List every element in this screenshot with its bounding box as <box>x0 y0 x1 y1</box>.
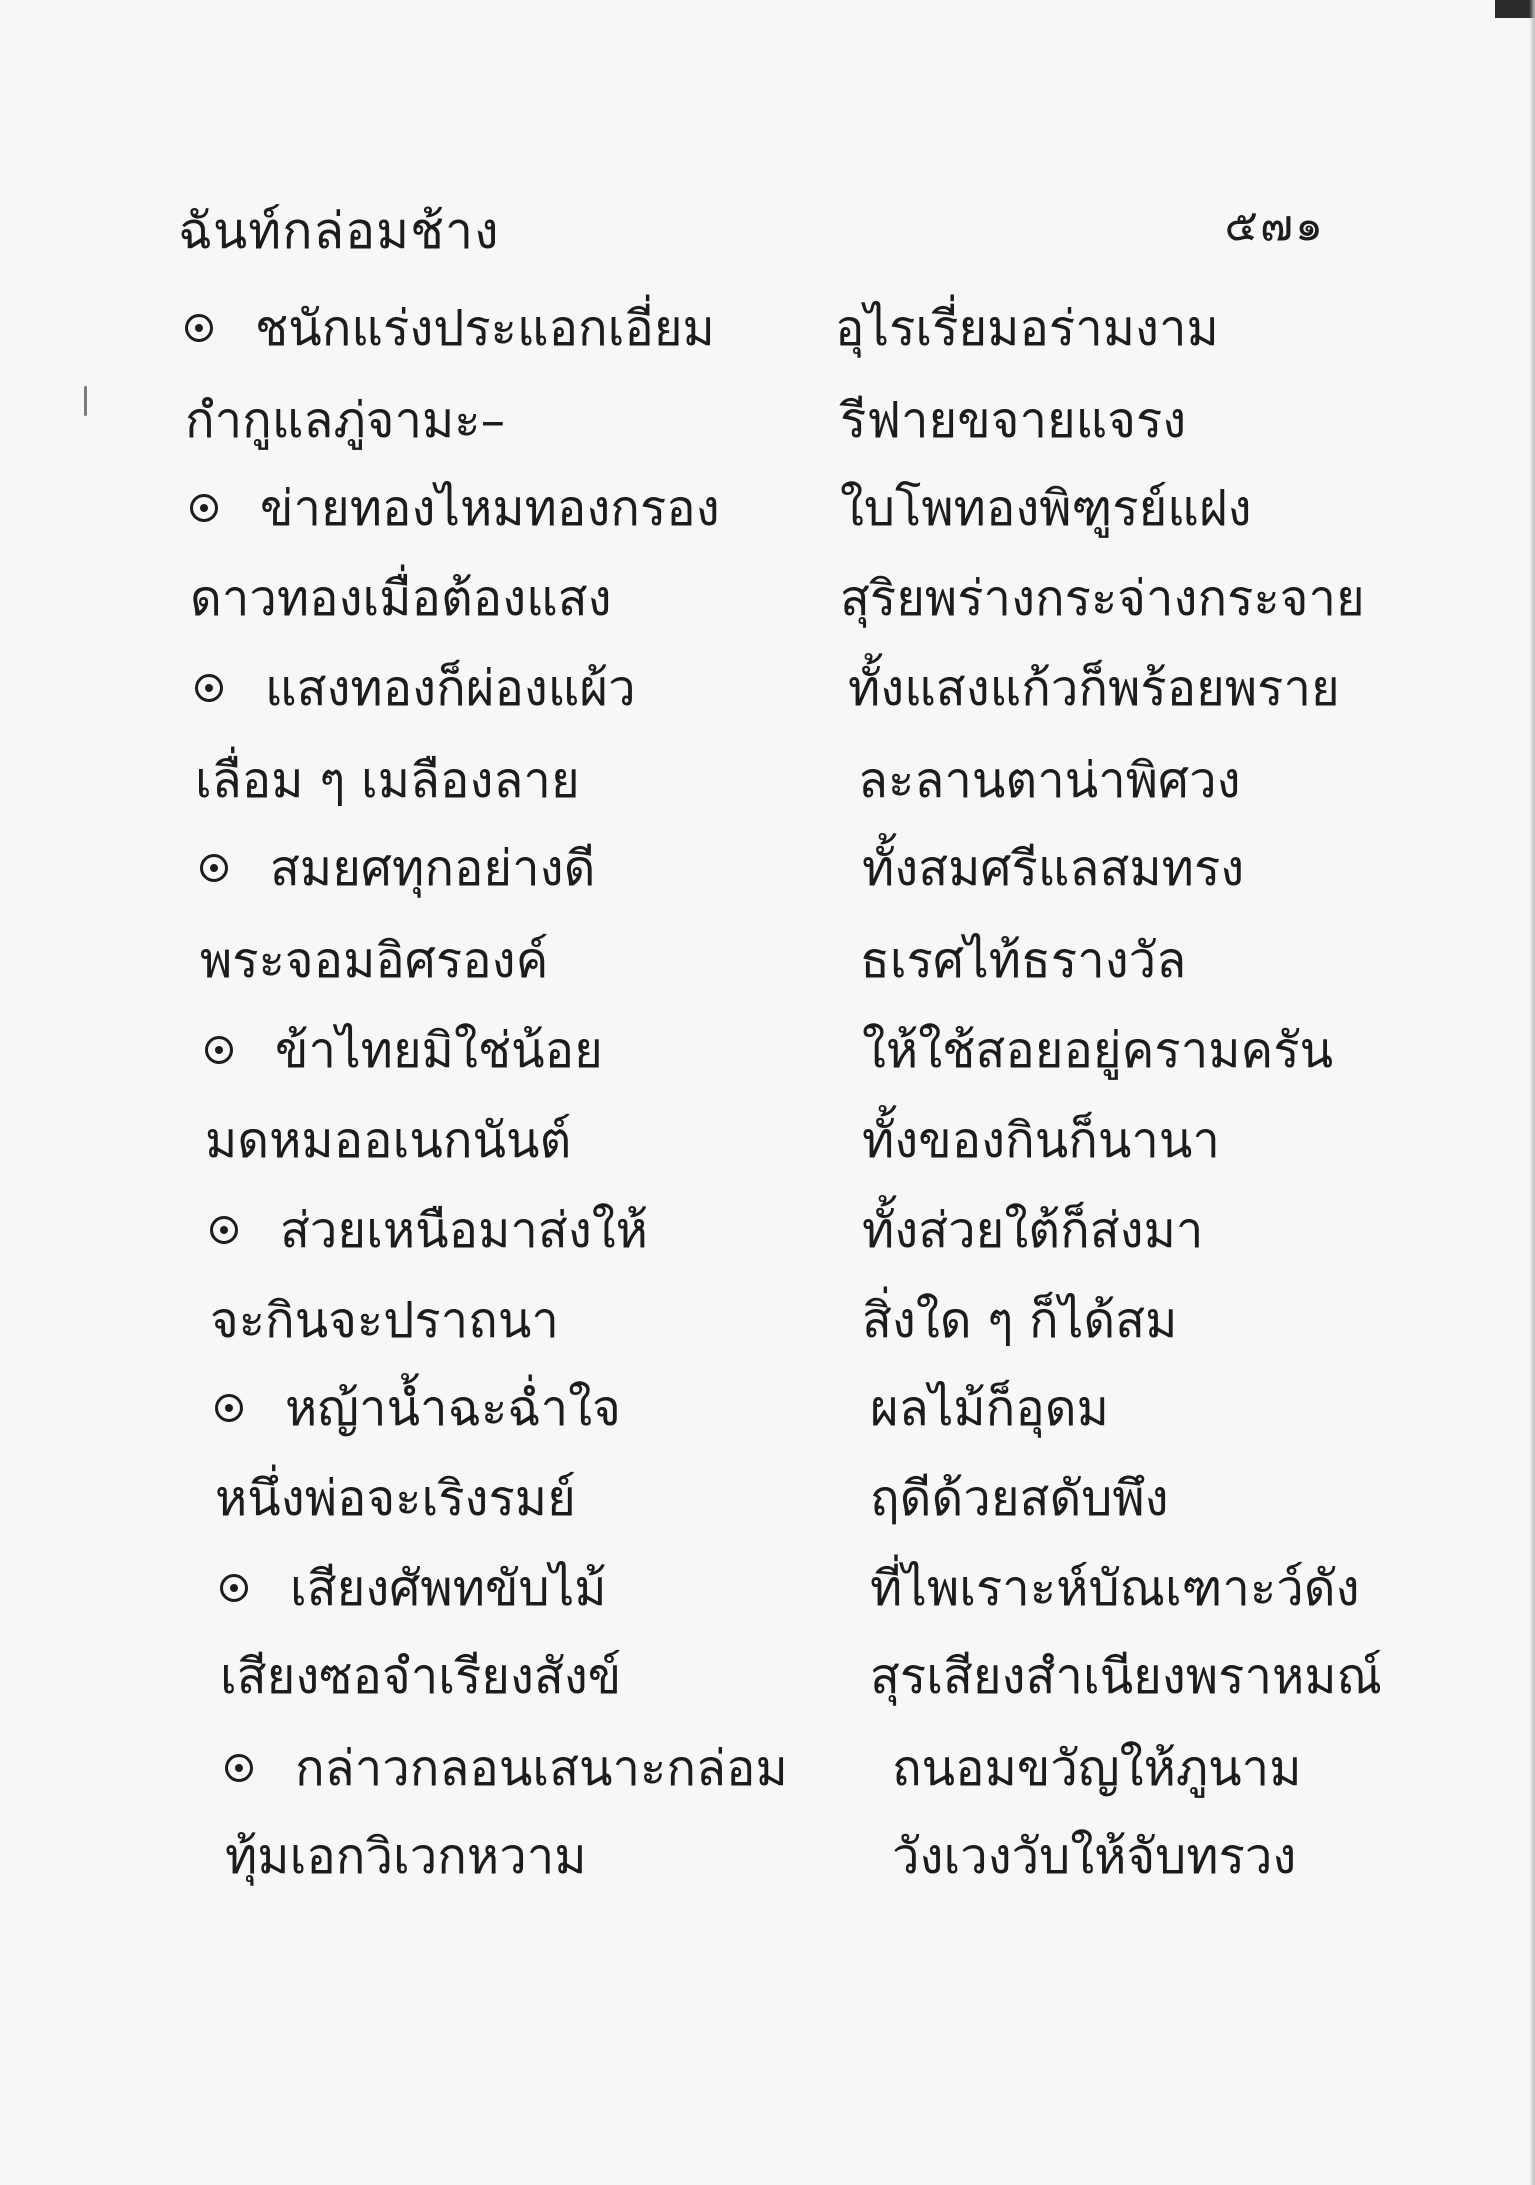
stanza-mark-icon <box>195 674 223 702</box>
verse-right-text: ให้ใช้สอยอยู่ครามครัน <box>862 1022 1334 1079</box>
running-title: ฉันท์กล่อมช้าง <box>178 202 500 260</box>
verse-left-text: ดาวทองเมื่อต้องแสง <box>190 570 612 627</box>
verse-line-first-hemistich <box>185 300 715 359</box>
stanza-mark-icon <box>210 1216 238 1244</box>
verse-line-continuation <box>220 1648 621 1707</box>
verse-line-continuation <box>215 1470 576 1529</box>
verse-line-continuation <box>190 570 612 629</box>
verse-right-text: สุรเสียงสำเนียงพราหมณ์ <box>870 1648 1383 1705</box>
stanza-mark-icon <box>205 1036 233 1064</box>
verse-right-text: ใบโพทองพิฑูรย์แฝง <box>840 480 1252 537</box>
verse-right-text: ทั้งสมศรีแลสมทรง <box>862 840 1245 897</box>
verse-line-first-hemistich <box>215 1380 621 1439</box>
verse-left-text: มดหมออเนกนันต์ <box>205 1112 572 1169</box>
verse-right-text: ละลานตาน่าพิศวง <box>858 752 1241 809</box>
stanza-mark-icon <box>220 1574 248 1602</box>
verse-line-continuation <box>225 1828 587 1887</box>
verse-right-text: ฤดีด้วยสดับพึง <box>870 1470 1169 1527</box>
verse-right-text: รีฟายขจายแจรง <box>840 392 1187 449</box>
verse-left-text: เสียงศัพทขับไม้ <box>290 1560 607 1617</box>
verse-line-first-hemistich <box>195 660 636 719</box>
page-number: ๕๗๑ <box>1224 200 1325 251</box>
verse-left-text: เสียงซอจำเรียงสังข์ <box>220 1648 622 1705</box>
verse-left-text: กล่าวกลอนเสนาะกล่อม <box>295 1740 788 1797</box>
verse-left-text: สมยศทุกอย่างดี <box>270 840 596 897</box>
verse-right-text: ธเรศไท้ธรางวัล <box>860 932 1187 989</box>
verse-line-first-hemistich <box>205 1022 603 1081</box>
verse-left-text: ชนักแร่งประแอกเอี่ยม <box>255 300 715 357</box>
verse-left-text: พระจอมอิศรองค์ <box>200 932 549 989</box>
page-edge-shadow <box>1529 0 1535 2185</box>
verse-left-text: ข่ายทองไหมทองกรอง <box>260 480 720 537</box>
verse-right-text: ทั้งของกินก็นานา <box>862 1112 1220 1169</box>
verse-right-text: ถนอมขวัญให้ภูนาม <box>892 1740 1302 1797</box>
verse-line-first-hemistich <box>210 1202 648 1261</box>
verse-left-text: หนึ่งพ่อจะเริงรมย์ <box>215 1470 576 1527</box>
verse-left-text: กำกูแลภู่จามะ– <box>185 392 506 449</box>
verse-left-text: แสงทองก็ผ่องแผ้ว <box>265 660 636 717</box>
verse-right-text: ผลไม้ก็อุดม <box>870 1380 1109 1437</box>
verse-line-continuation <box>185 392 505 451</box>
stanza-mark-icon <box>215 1394 243 1422</box>
verse-right-text: อุไรเรี่ยมอร่ามงาม <box>835 300 1219 357</box>
verse-line-continuation <box>195 752 580 811</box>
verse-line-first-hemistich <box>200 840 595 899</box>
stanza-mark-icon <box>185 314 213 342</box>
verse-line-continuation <box>210 1292 559 1351</box>
verse-right-text: วังเวงวับให้จับทรวง <box>892 1828 1297 1885</box>
verse-right-text: ทั้งส่วยใต้ก็ส่งมา <box>862 1202 1204 1259</box>
verse-left-text: เลื่อม ๆ เมลืองลาย <box>195 752 580 809</box>
verse-line-first-hemistich <box>225 1740 788 1799</box>
stanza-mark-icon <box>225 1754 253 1782</box>
verse-left-text: หญ้าน้ำฉะฉ่ำใจ <box>285 1380 621 1437</box>
verse-left-text: จะกินจะปราถนา <box>210 1292 559 1349</box>
verse-right-text: ทั้งแสงแก้วก็พร้อยพราย <box>848 660 1340 717</box>
verse-line-first-hemistich <box>220 1560 607 1619</box>
scan-speck <box>84 386 87 416</box>
verse-left-text: ข้าไทยมิใช่น้อย <box>275 1022 603 1079</box>
verse-line-continuation <box>205 1112 571 1171</box>
verse-line-continuation <box>200 932 548 991</box>
stanza-mark-icon <box>190 494 218 522</box>
verse-line-first-hemistich <box>190 480 720 539</box>
verse-left-text: ส่วยเหนือมาส่งให้ <box>280 1202 648 1259</box>
stanza-mark-icon <box>200 854 228 882</box>
verse-right-text: สิ่งใด ๆ ก็ได้สม <box>862 1292 1178 1349</box>
verse-right-text: ที่ไพเราะห์บัณเฑาะว์ดัง <box>870 1560 1360 1617</box>
verse-left-text: ทุ้มเอกวิเวกหวาม <box>225 1828 587 1885</box>
verse-right-text: สุริยพร่างกระจ่างกระจาย <box>840 570 1365 627</box>
